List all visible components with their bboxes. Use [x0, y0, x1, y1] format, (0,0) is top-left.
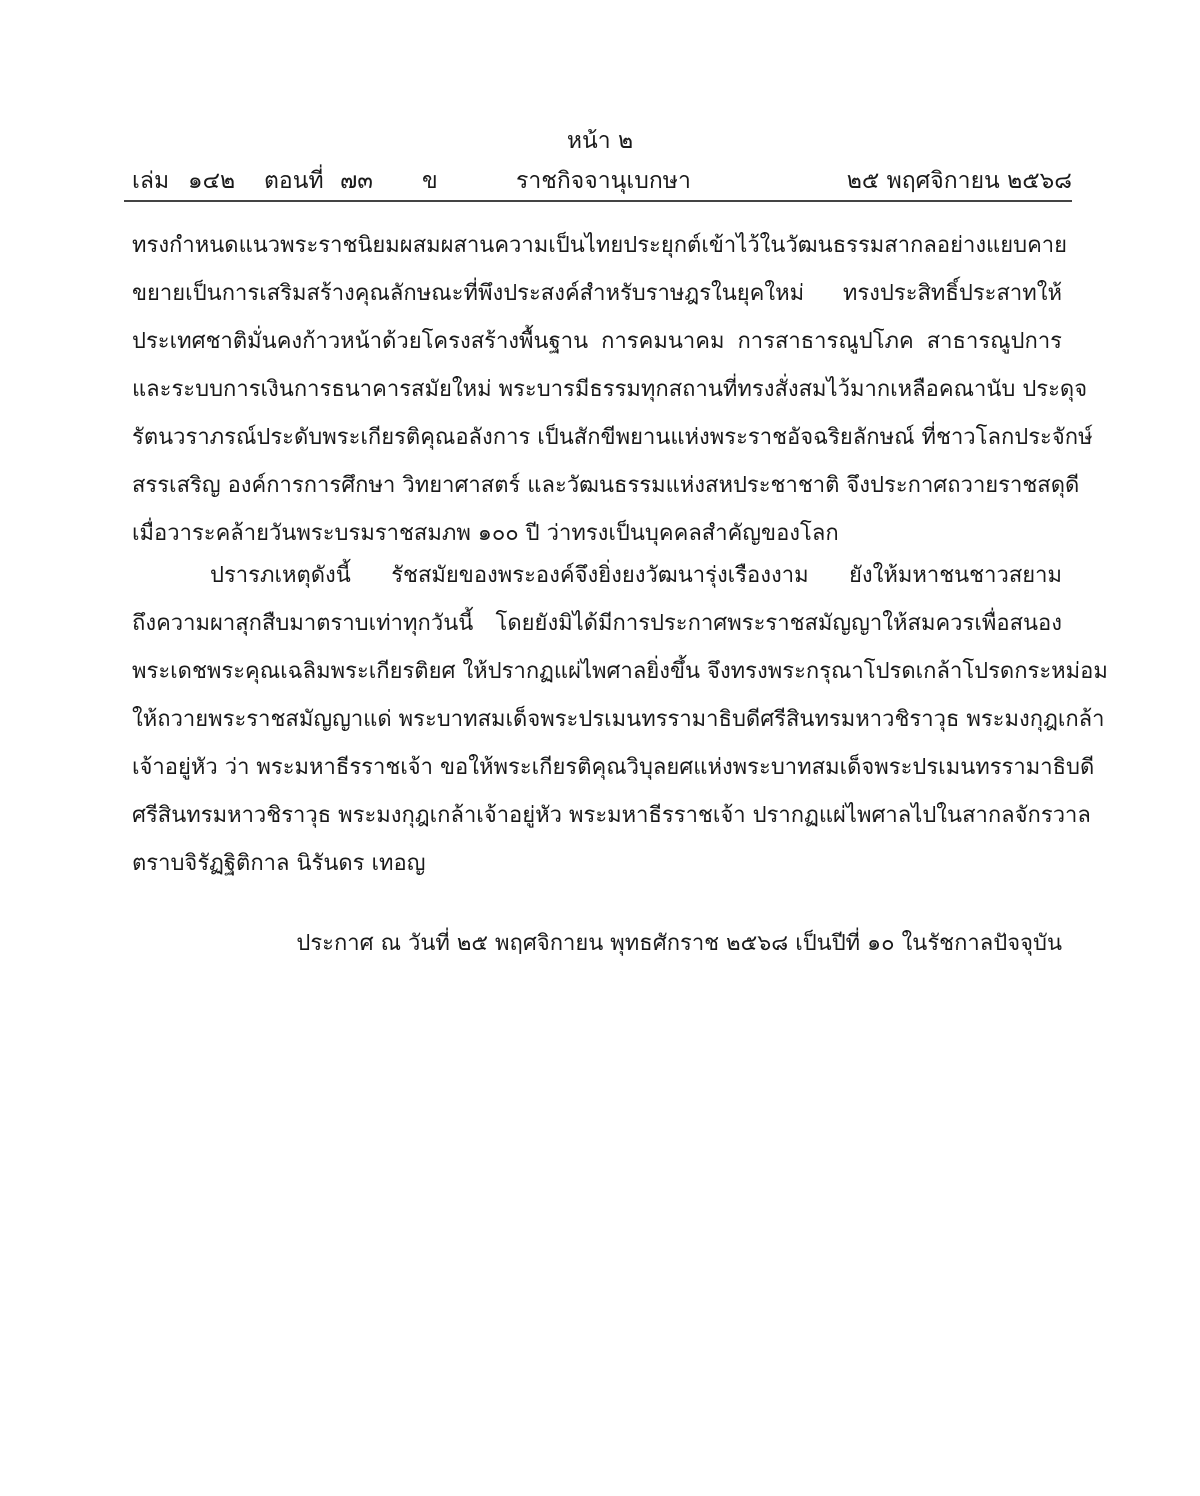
paragraph-line: ขยายเป็นการเสริมสร้างคุณลักษณะที่พึงประสงค์สำหรับราษฎรในยุคใหม่ ทรงประสิทธิ์ประสาทให้: [132, 281, 1062, 306]
paragraph-line: ถึงความผาสุกสืบมาตราบเท่าทุกวันนี้ โดยยังมิได้มีการประกาศพระราชสมัญญาให้สมควรเพื่อสนอง: [132, 611, 1062, 636]
paragraph-2: [132, 552, 1108, 888]
paragraph-line: ให้ถวายพระราชสมัญญาแด่ พระบาทสมเด็จพระปรเมนทรรามาธิบดีศรีสินทรมหาวชิราวุธ พระมงกุฎเกล้า: [132, 707, 1105, 732]
paragraph-line: และระบบการเงินการธนาคารสมัยใหม่ พระบารมีธรรมทุกสถานที่ทรงสั่งสมไว้มากเหลือคณานับ ประดุจ: [132, 377, 1088, 402]
proclamation-date-line: ประกาศ ณ วันที่ ๒๕ พฤศจิกายน พุทธศักราช ๒๕๖๘ เป็นปีที่ ๑๐ ในรัชกาลปัจจุบัน: [296, 931, 1062, 956]
paragraph-line: สรรเสริญ องค์การการศึกษา วิทยาศาสตร์ และวัฒนธรรมแห่งสหประชาชาติ จึงประกาศถวายราชสดุดี: [132, 473, 1080, 498]
header-divider: [124, 200, 1072, 202]
page-number: หน้า ๒: [566, 128, 634, 154]
section-letter: ข: [422, 168, 438, 194]
paragraph-line: ศรีสินทรมหาวชิราวุธ พระมงกุฎเกล้าเจ้าอยู่หัว พระมหาธีรราชเจ้า ปรากฏแผ่ไพศาลไปในสากลจักรวาล: [132, 803, 1091, 828]
paragraph-line: ประเทศชาติมั่นคงก้าวหน้าด้วยโครงสร้างพื้นฐาน การคมนาคม การสาธารณูปโภค สาธารณูปการ: [132, 329, 1062, 354]
volume-number: ๑๔๒: [188, 168, 236, 194]
issue-label: ตอนที่: [264, 168, 324, 194]
paragraph-line: ตราบจิรัฏฐิติกาล นิรันดร เทอญ: [132, 851, 426, 876]
publication-title: ราชกิจจานุเบกษา: [516, 168, 691, 194]
paragraph-1: [132, 222, 1093, 558]
paragraph-line: ทรงกำหนดแนวพระราชนิยมผสมผสานความเป็นไทยประยุกต์เข้าไว้ในวัฒนธรรมสากลอย่างแยบคาย: [132, 233, 1068, 258]
paragraph-line: เจ้าอยู่หัว ว่า พระมหาธีรราชเจ้า ขอให้พระเกียรติคุณวิบุลยศแห่งพระบาทสมเด็จพระปรเมนทรรามาธิบดี: [132, 755, 1095, 780]
paragraph-line: ปรารภเหตุดังนี้ รัชสมัยของพระองค์จึงยิ่งยงวัฒนารุ่งเรืองงาม ยังให้มหาชนชาวสยาม: [210, 563, 1062, 588]
issue-number: ๗๓: [340, 168, 374, 194]
paragraph-line: เมื่อวาระคล้ายวันพระบรมราชสมภพ ๑๐๐ ปี ว่าทรงเป็นบุคคลสำคัญของโลก: [132, 521, 839, 546]
volume-label: เล่ม: [132, 168, 170, 194]
paragraph-line: พระเดชพระคุณเฉลิมพระเกียรติยศ ให้ปรากฏแผ่ไพศาลยิ่งขึ้น จึงทรงพระกรุณาโปรดเกล้าโปรดกระหม่อม: [132, 659, 1108, 684]
paragraph-line: รัตนวราภรณ์ประดับพระเกียรติคุณอลังการ เป็นสักขีพยานแห่งพระราชอัจฉริยลักษณ์ ที่ชาวโลกประจักษ์: [132, 425, 1093, 450]
publication-date: ๒๕ พฤศจิกายน ๒๕๖๘: [846, 168, 1072, 194]
gazette-header: [132, 164, 1072, 198]
